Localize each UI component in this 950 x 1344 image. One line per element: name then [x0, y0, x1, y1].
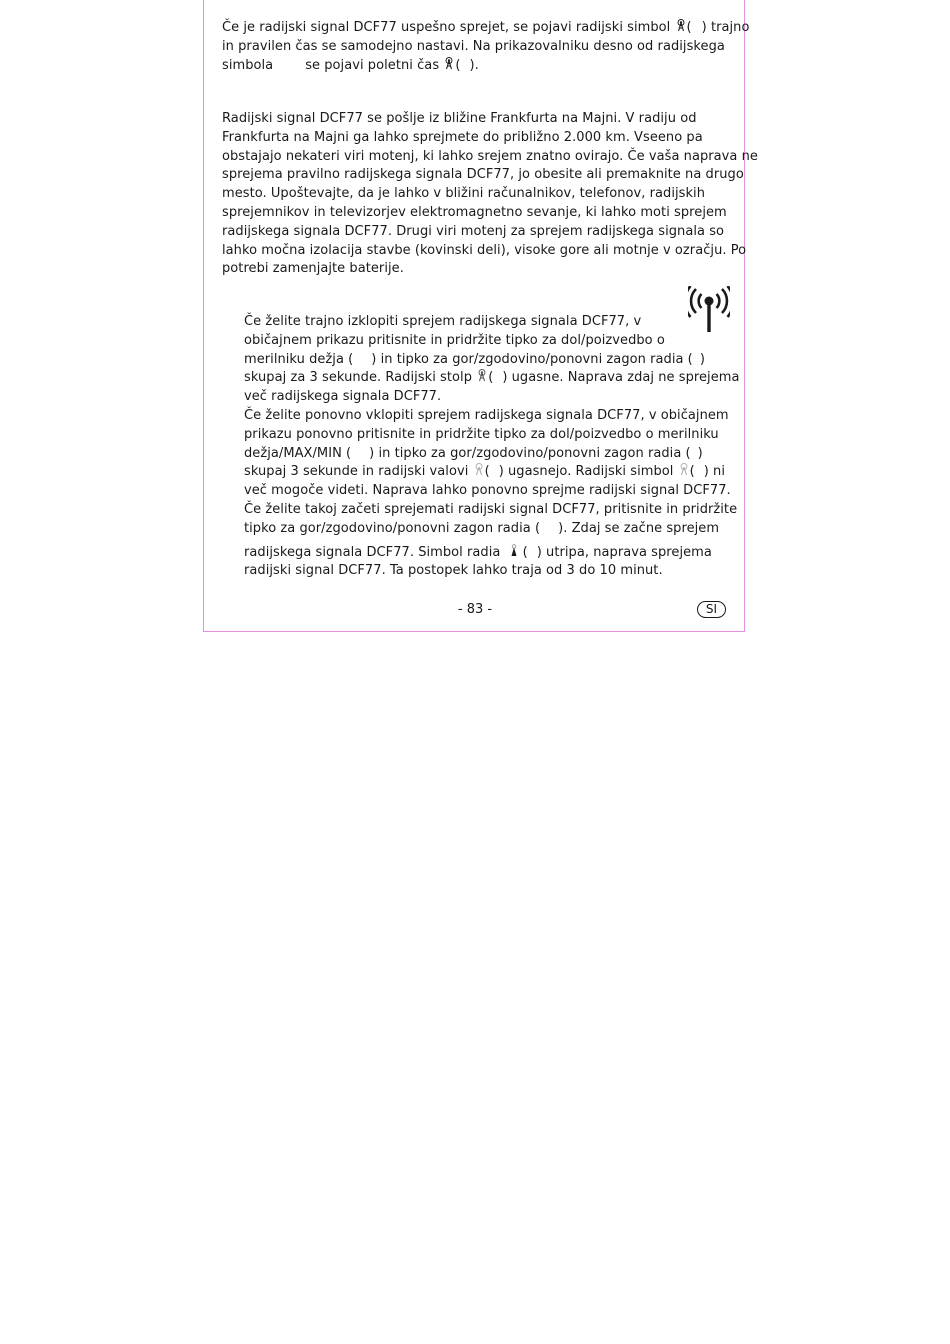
text-line: mesto. Upoštevajte, da je lahko v bližini računalnikov, telefonov, radijskih — [222, 186, 705, 202]
text-line — [222, 57, 730, 76]
text-run: ( — [455, 57, 461, 73]
text-run: merilniku dežja ( — [244, 351, 354, 367]
text-line — [244, 332, 728, 351]
radio-tower-icon — [676, 19, 686, 32]
text-line — [244, 482, 731, 501]
text-run: in pravilen čas se samodejno nastavi. Na prikazovalniku desno od radijskega — [222, 38, 725, 54]
text-line: sprejema pravilno radijskega signala DCF77, jo obesite ali premaknite na drugo — [222, 167, 744, 183]
text-run: ( — [488, 370, 494, 386]
text-line: Frankfurta na Majni ga lahko sprejmete do približno 2.000 km. Vseeno pa — [222, 129, 703, 145]
text-run: skupaj za 3 sekunde. Radijski stolp — [244, 370, 472, 386]
text-run: več mogoče videti. Naprava lahko ponovno sprejme radijski signal DCF77. — [244, 483, 731, 499]
text-line — [244, 407, 728, 426]
text-line — [244, 351, 728, 370]
text-line — [244, 388, 728, 407]
paragraph-radio-signal-received — [222, 19, 750, 75]
text-line — [244, 463, 728, 482]
text-line: Radijski signal DCF77 se pošlje iz bližine Frankfurta na Majni. V radiju od — [222, 111, 697, 126]
paragraph-reception-control — [244, 313, 740, 581]
radio-tower-icon — [477, 369, 487, 382]
text-line — [244, 562, 728, 581]
text-line: radijskega signala DCF77. Drugi viri motenj za sprejem radijskega signala so — [222, 223, 725, 239]
radio-symbol-icon — [679, 463, 689, 476]
text-line — [222, 19, 750, 38]
text-run: ) ni — [703, 464, 725, 480]
text-run: ) ugasne. Naprava zdaj ne sprejema — [502, 370, 740, 386]
text-run: ) utripa, naprava sprejema — [536, 544, 712, 560]
text-run: tipko za gor/zgodovino/ponovni zagon radia ( — [244, 520, 541, 536]
text-line — [244, 520, 728, 539]
text-run: ) in tipko za gor/zgodovino/ponovni zagon radia ( — [371, 351, 693, 367]
text-run: prikazu ponovno pritisnite in pridržite tipko za dol/poizvedbo o merilniku — [244, 426, 719, 442]
text-run: ) — [697, 445, 703, 461]
text-run: več radijskega signala DCF77. — [244, 389, 442, 405]
text-run: ( — [686, 20, 692, 35]
text-run: ). — [469, 57, 479, 73]
paragraph-signal-source — [222, 110, 758, 279]
text-run: ) in tipko za gor/zgodovino/ponovni zagon radia ( — [369, 445, 691, 461]
language-badge: SI — [697, 601, 726, 618]
text-line — [244, 501, 738, 520]
text-line: lahko močna izolacija stavbe (kovinski deli), visoke gore ali motnje v ozračju. Po — [222, 242, 747, 258]
text-line — [222, 38, 730, 57]
text-line — [244, 445, 728, 464]
text-run: radijskega signala DCF77. Simbol radia — [244, 544, 501, 560]
text-line — [244, 544, 728, 563]
text-run: Če je radijski signal DCF77 uspešno sprejet, se pojavi radijski simbol — [222, 20, 671, 35]
text-line: potrebi zamenjajte baterije. — [222, 261, 404, 277]
text-run: Če želite ponovno vklopiti sprejem radijskega signala DCF77, v običajnem — [244, 407, 729, 423]
text-run: dežja/MAX/MIN ( — [244, 445, 352, 461]
radio-symbol-icon — [509, 544, 519, 557]
text-line — [244, 369, 740, 388]
text-run: ) trajno — [701, 20, 750, 35]
text-line: obstajajo nekateri viri motenj, ki lahko srejem znatno ovirajo. Če vaša naprava ne — [222, 148, 758, 164]
text-run: ( — [689, 464, 695, 480]
text-line — [244, 426, 728, 445]
text-run: ( — [522, 544, 528, 560]
text-run: Če želite trajno izklopiti sprejem radijskega signala DCF77, v — [244, 314, 642, 329]
text-run: skupaj 3 sekunde in radijski valovi — [244, 464, 469, 480]
text-line: sprejemnikov in televizorjev elektromagnetno sevanje, ki lahko moti sprejem — [222, 204, 727, 220]
text-run: Če želite takoj začeti sprejemati radijski signal DCF77, pritisnite in pridržite — [244, 501, 738, 517]
page-number: - 83 - — [457, 602, 493, 617]
text-run: običajnem prikazu pritisnite in pridržite tipko za dol/poizvedbo o — [244, 332, 665, 348]
radio-waves-icon — [474, 463, 484, 476]
text-run: ) ugasnejo. Radijski simbol — [498, 464, 674, 480]
text-run: ) — [699, 351, 705, 367]
text-run: radijski signal DCF77. Ta postopek lahko traja od 3 do 10 minut. — [244, 563, 663, 579]
text-line — [244, 313, 728, 332]
text-run: se pojavi poletni čas — [305, 57, 440, 73]
text-run: simbola — [222, 57, 274, 73]
radio-tower-icon — [444, 57, 454, 70]
text-run: ( — [484, 464, 490, 480]
text-run: ). Zdaj se začne sprejem — [558, 520, 720, 536]
